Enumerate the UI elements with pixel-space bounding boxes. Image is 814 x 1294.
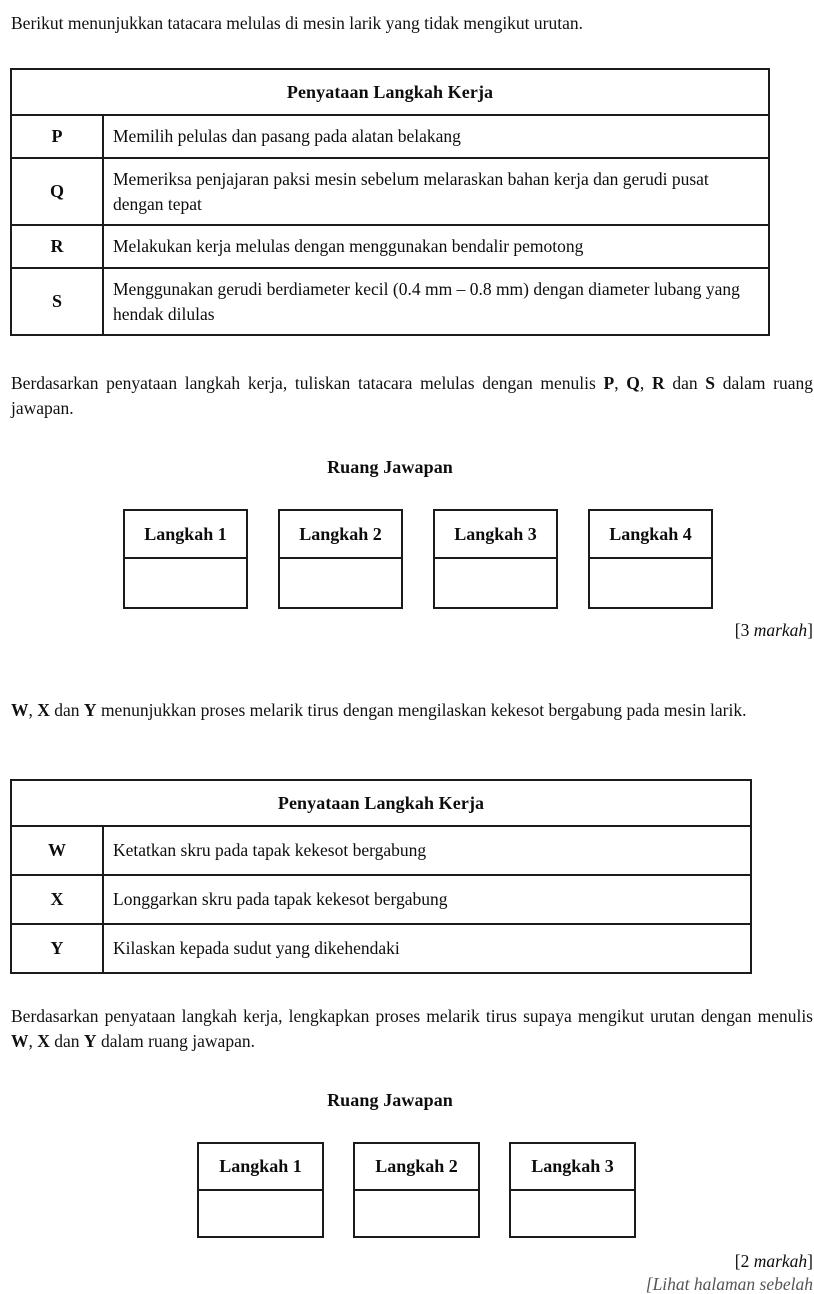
marks-number: 3 [740,620,754,640]
letter-q: Q [626,373,640,393]
table-row [11,875,751,924]
row-statement: Ketatkan skru pada tapak kekesot bergabung [103,826,751,875]
instruction-text-b: dalam ruang jawapan. [11,373,814,418]
step-box[interactable] [509,1142,636,1238]
table-row [11,115,769,158]
letter-y: Y [83,700,97,720]
row-letter: Q [11,158,103,225]
row-letter: R [11,225,103,268]
marks-label-1 [513,620,813,641]
separator: , [28,1031,38,1051]
table-row [11,268,769,335]
table-header-cell: Penyataan Langkah Kerja [11,780,751,826]
step-answer-field[interactable] [355,1191,478,1236]
marks-word: markah [753,1251,808,1271]
step-label: Langkah 2 [355,1144,478,1191]
letter-y: Y [83,1031,97,1051]
step-label: Langkah 3 [511,1144,634,1191]
row-letter: W [11,826,103,875]
marks-word: markah [753,620,808,640]
instruction-paragraph-1 [11,371,813,421]
letter-x: X [37,1031,50,1051]
row-letter: P [11,115,103,158]
conjunction: dan [49,1031,84,1051]
conjunction: dan [49,700,84,720]
separator: , [614,373,627,393]
row-statement: Menggunakan gerudi berdiameter kecil (0.4 mm – 0.8 mm) dengan diameter lubang yang hendak dilulas [103,268,769,335]
table-row [11,225,769,268]
answer-space-heading-1: Ruang Jawapan [327,457,453,477]
step-label: Langkah 2 [280,511,401,559]
row-statement: Memilih pelulas dan pasang pada alatan belakang [103,115,769,158]
wxy-paragraph [11,698,813,723]
bracket-close: ] [807,620,813,640]
instruction-text-a: Berdasarkan penyataan langkah kerja, tuliskan tatacara melulas dengan menulis [11,373,604,393]
intro-paragraph-text: Berikut menunjukkan tatacara melulas di mesin larik yang tidak mengikut urutan. [11,13,583,33]
step-box[interactable] [433,509,558,609]
marks-label-2 [513,1251,813,1272]
letter-w: W [11,1031,29,1051]
letter-r: R [652,373,665,393]
table-header-row [11,69,769,115]
step-answer-field[interactable] [199,1191,322,1236]
separator: , [639,373,652,393]
step-label: Langkah 4 [590,511,711,559]
step-label: Langkah 1 [125,511,246,559]
step-box[interactable] [588,509,713,609]
step-answer-field[interactable] [511,1191,634,1236]
table-header-row [11,780,751,826]
answer-steps-row-2 [197,1142,636,1238]
marks-number: 2 [740,1251,754,1271]
step-answer-field[interactable] [435,559,556,607]
intro-paragraph [11,11,801,36]
step-box[interactable] [123,509,248,609]
answer-space-heading-2: Ruang Jawapan [327,1090,453,1110]
letter-s: S [705,373,716,393]
separator: , [28,700,38,720]
instruction-text-b: dalam ruang jawapan. [96,1031,255,1051]
row-letter: S [11,268,103,335]
statement-table-wxy [10,779,752,974]
instruction-paragraph-2 [11,1004,813,1054]
table-row [11,924,751,973]
conjunction: dan [664,373,706,393]
row-statement: Kilaskan kepada sudut yang dikehendaki [103,924,751,973]
step-answer-field[interactable] [125,559,246,607]
letter-p: P [603,373,615,393]
bracket-close: ] [807,1251,813,1271]
row-statement: Longgarkan skru pada tapak kekesot bergabung [103,875,751,924]
step-box[interactable] [197,1142,324,1238]
step-answer-field[interactable] [590,559,711,607]
letter-x: X [37,700,50,720]
table-row [11,826,751,875]
table-header-cell: Penyataan Langkah Kerja [11,69,769,115]
row-letter: X [11,875,103,924]
table-row [11,158,769,225]
bracket-open: [ [734,1251,741,1271]
row-statement: Melakukan kerja melulas dengan menggunakan bendalir pemotong [103,225,769,268]
statement-table-pqrs [10,68,770,336]
step-label: Langkah 3 [435,511,556,559]
instruction-text-a: Berdasarkan penyataan langkah kerja, lengkapkan proses melarik tirus supaya mengikut urutan dengan menulis [11,1006,813,1026]
row-letter: Y [11,924,103,973]
step-answer-field[interactable] [280,559,401,607]
row-statement: Memeriksa penjajaran paksi mesin sebelum melaraskan bahan kerja dan gerudi pusat dengan tepat [103,158,769,225]
answer-steps-row-1 [123,509,713,609]
step-box[interactable] [353,1142,480,1238]
page-footer-note: [Lihat halaman sebelah [645,1274,813,1294]
letter-w: W [11,700,29,720]
step-label: Langkah 1 [199,1144,322,1191]
wxy-paragraph-text: menunjukkan proses melarik tirus dengan mengilaskan kekesot bergabung pada mesin larik. [96,700,747,720]
bracket-open: [ [734,620,741,640]
step-box[interactable] [278,509,403,609]
